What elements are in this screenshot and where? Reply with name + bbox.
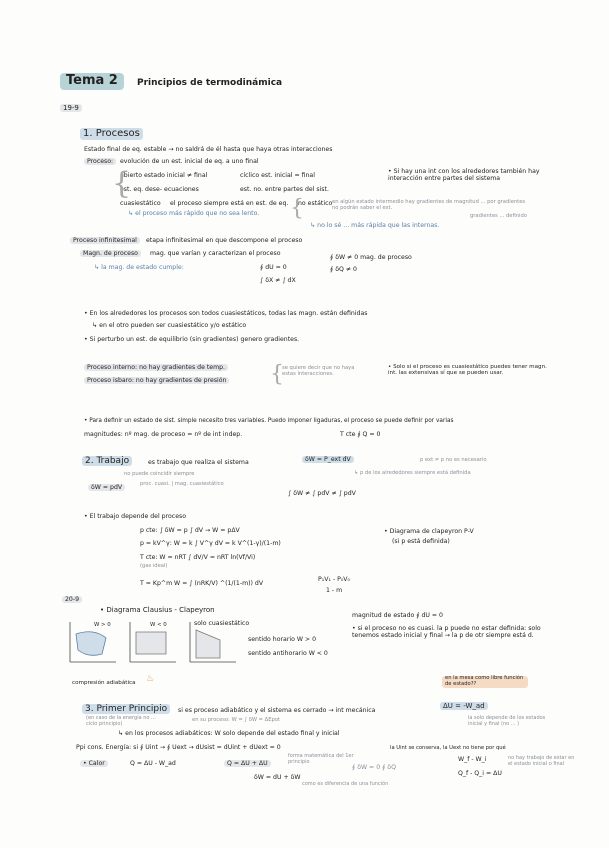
right-q-note: no hay trabajo de estar en el estado inicial o final bbox=[508, 755, 575, 767]
dw-formula: δW = pdV bbox=[88, 484, 125, 491]
calor-formula-3: δW = dU + δW bbox=[254, 774, 301, 781]
clausius-subtitle: solo cuasiestático bbox=[194, 620, 250, 627]
no-est-text: no estático bbox=[298, 200, 333, 207]
primer-note-inner: en su proceso: W = ∫ δW = ΔEpot bbox=[192, 717, 280, 723]
right-q: W_f - W_i bbox=[458, 756, 487, 763]
magn-right-2: ∮ δQ ≠ 0 bbox=[330, 266, 357, 273]
topic-title: Tema 2 bbox=[60, 73, 124, 90]
t-cte-note: (gas ideal) bbox=[140, 563, 168, 569]
cuasi-note: ↳ el proceso más rápido que no sea lento. bbox=[128, 210, 260, 217]
definir-line: • Para definir un estado de sist. simple necesito tres variables. Puedo imponer ligaduras, el proceso se puede definir por varias bbox=[84, 418, 454, 424]
cons-energia: Ppi cons. Energía: si ∮ Uint → ∮ Uext → dUsist = dUint + dUext = 0 bbox=[76, 744, 281, 751]
calor-formula: Q = ΔU - W_ad bbox=[130, 760, 176, 767]
proceso-interno: Proceso interno: no hay gradientes de temp. bbox=[84, 364, 228, 371]
brace-proceso: { bbox=[112, 166, 132, 201]
section-title-trabajo: 2. Trabajo bbox=[82, 456, 132, 466]
bullet-perturbo: • Si perturbo un est. de equilibrio (sin gradientes) genero gradientes. bbox=[84, 336, 300, 343]
right-top-note: en la mesa como libre función de estado?? bbox=[442, 676, 528, 688]
brace-interno: { bbox=[270, 362, 284, 387]
primer-note-left: (en caso de la energía no ... ciclo principio) bbox=[86, 715, 156, 727]
w-negative-label: W < 0 bbox=[150, 622, 167, 628]
p-v-gamma: p = kV^γ: W = k ∫ V^γ dV = k V^(1-γ)/(1-m) bbox=[140, 540, 281, 547]
date-label: 19-9 bbox=[60, 104, 82, 112]
proceso-label: Proceso: bbox=[84, 158, 116, 165]
t-kp: T = Kp^m W = ∫ (nRK/V) ^(1/(1-m)) dV bbox=[140, 580, 264, 587]
p-cte: p cte: ∫ δW = p ∫ dV → W = pΔV bbox=[140, 527, 240, 534]
no-est-note: ↳ no lo sé ... más rápida que las internas. bbox=[310, 222, 440, 229]
brace-no-estatico: { bbox=[290, 196, 304, 221]
date-label-2: 20-9 bbox=[62, 596, 82, 603]
clausius-right-1: magnitud de estado ∮ dU = 0 bbox=[352, 612, 443, 619]
magn-label: Magn. de proceso bbox=[80, 250, 141, 257]
no-est-desc: en algún estado intermedio hay gradientes de magnitud ... por gradientes no podrán saber el est. bbox=[332, 199, 526, 211]
t-cte: T cte: W = nRT ∫ dV/V = nRT ln(Vf/Vi) bbox=[140, 554, 256, 561]
primer-desc: si es proceso adiabático y el sistema es cerrado → int mecánica bbox=[178, 707, 376, 714]
calor-ref: ∮ δW = 0 ∮ δQ bbox=[352, 764, 396, 771]
adiab-line: ↳ en los procesos adiabáticos: W solo depende del estado final y inicial bbox=[118, 730, 340, 737]
right-au: ΔU = -W_ad bbox=[440, 702, 488, 710]
magn-right: ∮ δW ≠ 0 mag. de proceso bbox=[330, 254, 412, 261]
frac-numerator: P₁V₁ - P₀V₀ bbox=[318, 576, 351, 583]
magn-note: ↳ la mag. de estado cumple: bbox=[94, 264, 184, 271]
compresion-label: compresión adiabática bbox=[72, 680, 136, 686]
cuasi-desc: el proceso siempre está en est. de eq. bbox=[170, 200, 289, 207]
section-title-procesos: 1. Procesos bbox=[80, 128, 143, 140]
definir-line-2: magnitudes: nº mag. de proceso = nº de int indep. bbox=[84, 431, 243, 438]
ciclico-text: cíclico est. inicial = final bbox=[240, 172, 315, 179]
infinitesimal-desc: etapa infinitesimal en que descompone el proceso bbox=[146, 237, 303, 244]
bullet-alrededores: • En los alrededores los procesos son todos cuasiestáticos, todas las magn. están definidas bbox=[84, 310, 368, 317]
sentido-antihorario: sentido antihorario W < 0 bbox=[248, 650, 328, 657]
trabajo-depende: • El trabajo depende del proceso bbox=[84, 513, 187, 520]
interno-right: • Solo si el proceso es cuasiestático puedes tener magn. int. las extensivas sí que se pueden usar. bbox=[388, 364, 547, 377]
dw-right: ∫ δW ≠ ∫ pdV ≠ ∫ pdV bbox=[288, 490, 356, 497]
calor-label: • Calor bbox=[80, 760, 108, 767]
pv-graph-3 bbox=[186, 620, 238, 666]
sentido-horario: sentido horario W > 0 bbox=[248, 636, 317, 643]
cons-note: la Uint se conserva, la Uext no tiene por qué bbox=[390, 745, 506, 751]
topic-subtitle: Principios de termodinámica bbox=[137, 78, 283, 88]
compresion-icon: ♨ bbox=[146, 674, 155, 684]
est-eq-text: est. eq. dese- ecuaciones bbox=[120, 186, 199, 193]
clausius-title: • Diagrama Clausius - Clapeyron bbox=[100, 606, 215, 614]
magn-int-2: ∫ δX ≠ ∫ dX bbox=[260, 277, 296, 284]
magn-int-1: ∮ dU = 0 bbox=[260, 264, 287, 271]
magn-desc: mag. que varían y caracterizan el proceso bbox=[150, 250, 281, 257]
w-positive-label: W > 0 bbox=[94, 622, 111, 628]
trabajo-desc: es trabajo que realiza el sistema bbox=[148, 459, 249, 466]
diagram-note-2: (si p está definida) bbox=[392, 538, 450, 545]
proceso-isbaro: Proceso isbaro: no hay gradientes de presión bbox=[84, 377, 229, 384]
calor-note-2: como es diferencia de una función bbox=[302, 781, 389, 787]
trabajo-formula: δW = P_ext dV bbox=[302, 456, 354, 463]
abierto-text: abierto estado inicial ≠ final bbox=[120, 172, 208, 179]
right-q-2: Q_f - Q_i = ΔU bbox=[458, 770, 502, 777]
est-desc-text: est. no. entre partes del sist. bbox=[240, 186, 329, 193]
intro-line: Estado final de eq. estable → no saldrá de él hasta que haya otras interacciones bbox=[84, 146, 333, 153]
trabajo-formula-note: p ext ≠ p no es necesario bbox=[420, 457, 487, 463]
clausius-right-2: • si el proceso no es cuasi. la p puede no estar definida: solo tenemos estado inicial y final → la p de otr siempre está d. bbox=[352, 625, 541, 640]
right-au-note: la solo depende de los estados inicial y final (no ... ) bbox=[468, 715, 546, 727]
bullet-alrededores-b: ↳ en el otro pueden ser cuasiestático y/o estático bbox=[92, 322, 247, 329]
right-note: • Si hay una int con los alrededores también hay interacción entre partes del sistema bbox=[388, 168, 540, 183]
proceso-def: evolución de un est. inicial de eq. a uno final bbox=[120, 158, 259, 165]
frac-denominator: 1 - m bbox=[326, 587, 343, 594]
calor-formula-2: Q = ΔU + ΔU bbox=[224, 760, 271, 767]
trabajo-formula-note-2: ↳ p de los alrededores siempre está definida bbox=[354, 470, 471, 476]
calor-note: forma matemática del 1er principio bbox=[288, 753, 354, 765]
section-title-primer: 3. Primer Principio bbox=[82, 704, 170, 714]
dw-cases: proc. cuasi. | mag. cuasiestático bbox=[140, 481, 224, 487]
diagram-note: • Diagrama de clapeyron P-V bbox=[384, 528, 474, 535]
definir-note: T cte ∮ Q = 0 bbox=[340, 431, 381, 438]
interno-note: se quiere decir que no haya estas interacciones. bbox=[282, 365, 355, 377]
right-note-2: gradientes ... definido bbox=[470, 213, 527, 219]
dw-note: no puede coincidir siempre bbox=[124, 471, 195, 477]
cuasi-text: cuasiestático bbox=[120, 200, 161, 207]
infinitesimal-label: Proceso infinitesimal bbox=[70, 237, 140, 244]
